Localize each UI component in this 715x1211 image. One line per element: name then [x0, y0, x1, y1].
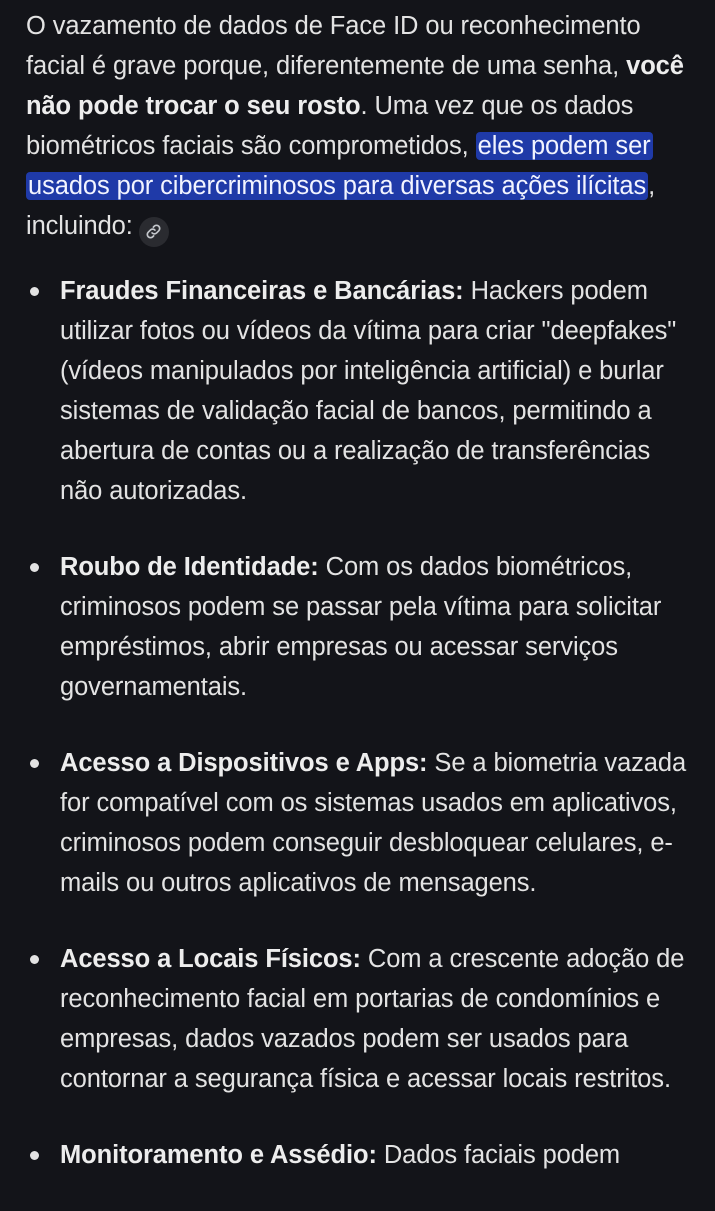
bullet-icon: [30, 563, 39, 572]
intro-text-1: O vazamento de dados de Face ID ou reconhecimento facial é grave porque, diferentemente de uma senha,: [26, 12, 641, 80]
item-title: Acesso a Dispositivos e Apps:: [60, 748, 428, 777]
risk-list: [26, 271, 696, 1175]
item-title: Monitoramento e Assédio:: [60, 1140, 377, 1169]
bullet-icon: [30, 287, 39, 296]
item-text: Hackers podem utilizar fotos ou vídeos da vítima para criar "deepfakes" (vídeos manipulados por inteligência artificial) e burlar sistemas de validação facial de bancos, permitindo a abertura de contas ou a realização de transferências não autorizadas.: [60, 276, 677, 505]
list-item: [26, 1135, 696, 1175]
list-item: [26, 271, 696, 511]
list-item: [26, 743, 696, 903]
intro-bold: você não pode trocar o seu rosto: [26, 52, 684, 120]
response-content: [26, 6, 696, 1211]
item-text: Com a crescente adoção de reconhecimento facial em portarias de condomínios e empresas, dados vazados podem ser usados para contornar a segurança física e acessar locais restritos.: [60, 944, 685, 1093]
bullet-icon: [30, 759, 39, 768]
bullet-icon: [30, 955, 39, 964]
list-item: [26, 939, 696, 1099]
intro-paragraph: [26, 6, 696, 247]
intro-text-3: , incluindo:: [26, 172, 656, 240]
intro-text-2: . Uma vez que os dados biométricos faciais são comprometidos,: [26, 92, 634, 160]
list-item: [26, 547, 696, 707]
item-text: Com os dados biométricos, criminosos podem se passar pela vítima para solicitar empréstimos, abrir empresas ou acessar serviços governamentais.: [60, 552, 662, 701]
item-title: Fraudes Financeiras e Bancárias:: [60, 276, 464, 305]
item-text: Dados faciais podem: [376, 1140, 621, 1169]
item-title: Acesso a Locais Físicos:: [60, 944, 361, 973]
bullet-icon: [30, 1151, 39, 1160]
item-text: Se a biometria vazada for compatível com os sistemas usados em aplicativos, criminosos podem conseguir desbloquear celulares, e-mails ou outros aplicativos de mensagens.: [60, 748, 687, 897]
link-icon[interactable]: [139, 217, 169, 247]
highlighted-text[interactable]: eles podem ser usados por cibercriminosos para diversas ações ilícitas: [28, 132, 651, 200]
item-title: Roubo de Identidade:: [60, 552, 319, 581]
